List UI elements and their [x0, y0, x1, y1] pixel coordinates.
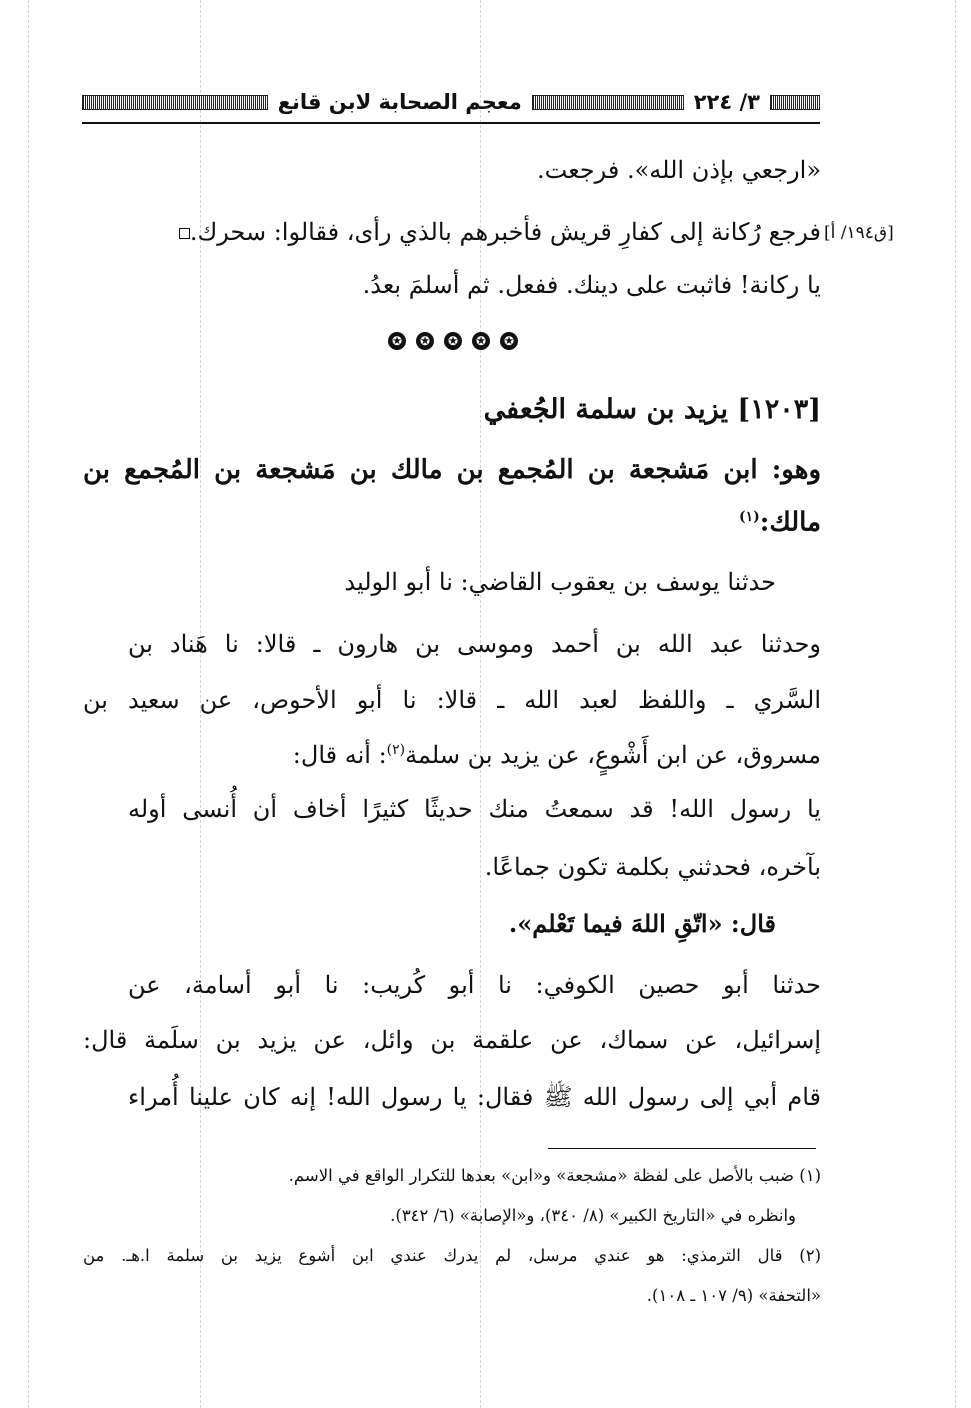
header-rule — [82, 122, 820, 124]
footnote-line: «التحفة» (٩/ ١٠٧ ـ ١٠٨). — [646, 1286, 821, 1305]
header-ornament-bar — [770, 95, 820, 110]
text-line: السَّري ـ واللفظ لعبد الله ـ قالا: نا أبو الأحوص، عن سعيد بن — [83, 686, 821, 714]
footnote-ref: (١) — [738, 509, 760, 525]
text-line: حدثنا يوسف بن يعقوب القاضي: نا أبو الوليد — [344, 568, 776, 596]
manuscript-folio-ref: [ق١٩٤/ أ] — [824, 223, 894, 243]
footnote-rule — [548, 1148, 816, 1149]
text-line: وحدثنا عبد الله بن أحمد وموسى بن هارون ـ قالا: نا هَناد بن — [128, 630, 821, 658]
text-line: حدثنا أبو حصين الكوفي: نا أبو كُريب: نا أبو أسامة، عن — [128, 971, 821, 999]
text-line: إسرائيل، عن سماك، عن علقمة بن وائل، عن يزيد بن سلَمة قال: — [83, 1026, 821, 1054]
star-icon: ✪ — [416, 332, 434, 350]
entry-lineage: وهو: ابن مَشجعة بن المُجمع بن مالك بن مَشجعة بن المُجمع بن — [83, 455, 821, 485]
scan-guide-line — [28, 0, 29, 1408]
section-separator — [388, 332, 518, 350]
folio-marker-icon — [179, 228, 190, 239]
footnote-line: (٢) قال الترمذي: هو عندي مرسل، لم يدرك عندي ابن أشوع يزيد بن سلمة ا.هـ. من — [83, 1246, 821, 1265]
header-page-ref: ٣/ ٢٢٤ — [693, 90, 760, 114]
text-line: يا رسول الله! قد سمعتُ منك حديثًا كثيرًا أخاف أن أُنسى أوله — [128, 795, 821, 823]
text-line: «ارجعي بإذن الله». فرجعت. — [537, 156, 821, 184]
footnote-ref: (٢) — [386, 742, 406, 758]
text-line-content: : أنه قال: — [292, 741, 387, 769]
text-line: يا ركانة! فاثبت على دينك. ففعل. ثم أسلمَ بعدُ. — [362, 271, 821, 299]
running-header — [82, 86, 820, 118]
star-icon: ✪ — [472, 332, 490, 350]
header-book-title: معجم الصحابة لابن قانع — [277, 90, 522, 114]
footnote-line: (١) ضبب بالأصل على لفظة «مشجعة» و«ابن» بعدها للتكرار الواقع في الاسم. — [288, 1166, 821, 1185]
footnote-line: وانظره في «التاريخ الكبير» (٨/ ٣٤٠)، و«الإصابة» (٦/ ٣٤٢). — [390, 1206, 796, 1225]
entry-lineage-end: مالك: — [759, 507, 821, 538]
text-line: قال: «اتّقِ اللهَ فيما تَعْلم». — [508, 909, 776, 938]
text-line — [293, 733, 821, 772]
text-line: قام أبي إلى رسول الله ﷺ فقال: يا رسول الله! إنه كان علينا أُمراء — [128, 1083, 821, 1111]
text-line-content: مسروق، عن ابن أَشْوعٍ، عن يزيد بن سلمة — [405, 741, 821, 769]
scan-guide-line — [955, 0, 956, 1408]
star-icon: ✪ — [500, 332, 518, 350]
text-line — [175, 215, 821, 249]
star-icon: ✪ — [388, 332, 406, 350]
entry-lineage — [739, 500, 821, 540]
header-ornament-bar — [82, 95, 268, 110]
text-line-content: فرجع رُكانة إلى كفارِ قريش فأخبرهم بالذي رأى، فقالوا: سحرك. — [189, 218, 821, 246]
star-icon: ✪ — [444, 332, 462, 350]
entry-heading: [١٢٠٣] يزيد بن سلمة الجُعفي — [483, 394, 821, 425]
header-ornament-bar — [532, 95, 684, 110]
text-line: بآخره، فحدثني بكلمة تكون جماعًا. — [484, 853, 821, 881]
